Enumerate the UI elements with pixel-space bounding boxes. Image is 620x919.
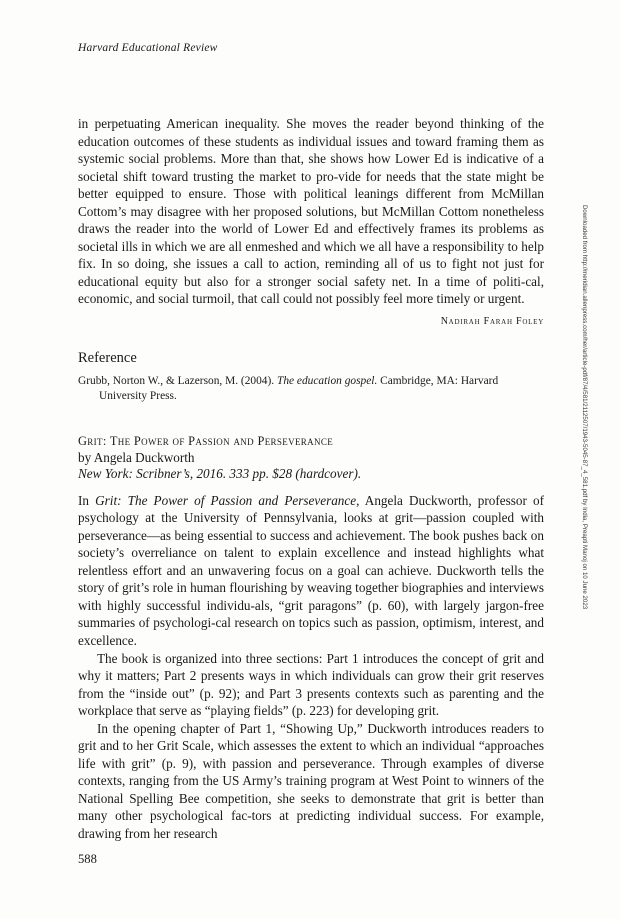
review-paragraph	[78, 492, 544, 650]
book-author: by Angela Duckworth	[78, 449, 195, 465]
book-review-heading-block	[78, 433, 544, 483]
reference-section-heading: Reference	[78, 350, 137, 367]
paragraph-lead-in: In	[78, 492, 96, 508]
reference-entry	[78, 374, 544, 403]
continued-review-paragraph: in perpetuating American inequality. She moves the reader beyond thinking of the education outcomes of these students as individual issues and toward framing them as systemic social problems. More than that, she shows how Lower Ed is indicative of a societal shift toward trusting the market to pro-vide for needs that the state might be better equipped to ensure. Those with political leanings different from McMillan Cottom’s may disagree with her proposed solutions, but McMillan Cottom nonetheless draws the reader into the world of Lower Ed and effectively frames its problems as societal ills in which we are all enmeshed and which we all have a responsibility to help fix. In so doing, she issues a call to action, reminding all of us to fight not just for educational equity but also for a stronger social safety net. In a time of politi-cal, economic, and social turmoil, that call could not possibly feel more timely or urgent.	[78, 116, 544, 307]
book-publication-details: New York: Scribner’s, 2016. 333 pp. $28 (hardcover).	[78, 466, 362, 482]
paragraph-remainder: , Angela Duckworth, professor of psychology at the University of Pennsylvania, looks at grit—passion coupled with perseverance—as being essential to success and achievement. The book pushes back on society’s overreliance on talent to explain excellence and instead highlights what relentless effort and an unwavering focus on a goal can achieve. Duckworth tells the story of grit’s role in human flourishing by weaving together biographies and interviews with highly successful individu-als, “grit paragons” (p. 60), with largely jargon-free summaries of psychologi-cal research on topics such as passion, optimism, interest, and excellence.	[78, 492, 544, 649]
page-number: 588	[78, 852, 97, 866]
running-head: Harvard Educational Review	[78, 42, 218, 54]
reference-authors-year: Grubb, Norton W., & Lazerson, M. (2004).	[78, 374, 277, 387]
reference-italic-title: The education gospel.	[277, 374, 378, 387]
reference-publisher: Cambridge, MA: Harvard University Press.	[99, 374, 499, 402]
review-paragraph: The book is organized into three sections: Part 1 introduces the concept of grit and why it matters; Part 2 presents ways in which individuals can grow their grit reserves from the “inside out” (p. 92); and Part 3 presents contexts such as parenting and the workplace that serve as “playing fields” (p. 223) for developing grit.	[78, 650, 544, 719]
book-title: Grit: The Power of Passion and Perseverance	[78, 434, 334, 449]
review-paragraph: In the opening chapter of Part 1, “Showing Up,” Duckworth introduces readers to grit and to her Grit Scale, which assesses the extent to which an individual “approaches life with grit” (p. 9), with passion and perseverance. Through examples of diverse contexts, ranging from the US Army’s training program at West Point to winners of the National Spelling Bee competition, she seeks to demonstrate that grit is better than many other psychological fac-tors at predicting individual success. For example, drawing from her research	[78, 720, 544, 842]
reviewer-byline: Nadirah Farah Foley	[440, 316, 544, 328]
inline-book-title: Grit: The Power of Passion and Perseverance	[95, 492, 357, 508]
text-column	[78, 115, 544, 843]
download-source-watermark: Downloaded from http://meridian.allenpress.com/her/article-pdf/87/4/581/2112507/1943-5045-87_4_581.pdf by India, Preapti Manoj on 10 June 2023	[581, 205, 588, 610]
